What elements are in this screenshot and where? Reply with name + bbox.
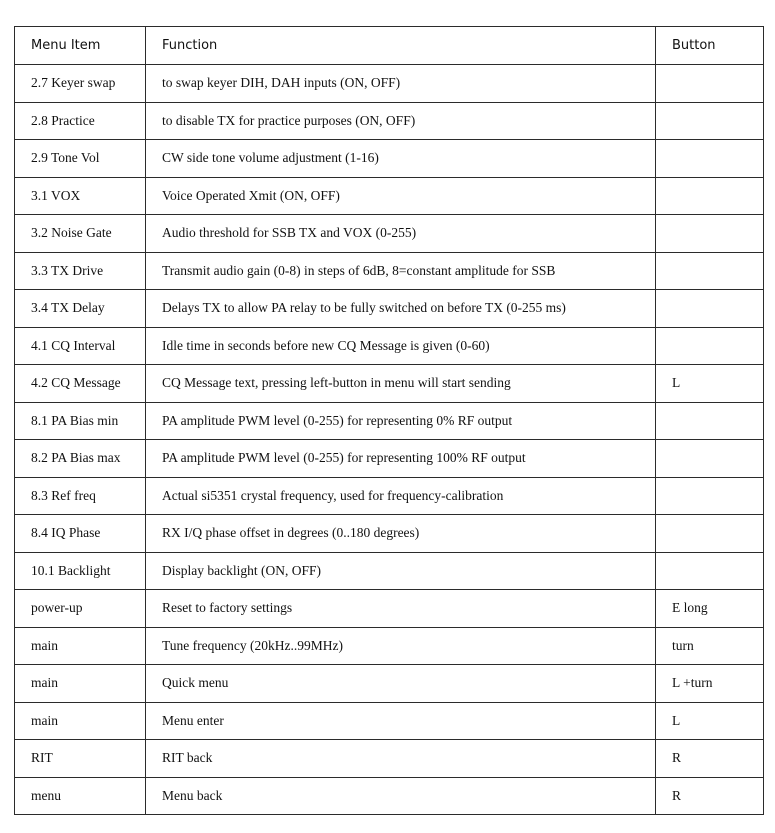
cell-button bbox=[656, 402, 764, 440]
cell-function: Transmit audio gain (0-8) in steps of 6dB, 8=constant amplitude for SSB bbox=[146, 252, 656, 290]
cell-function: Actual si5351 crystal frequency, used for frequency-calibration bbox=[146, 477, 656, 515]
cell-menu-item: 2.7 Keyer swap bbox=[15, 65, 146, 103]
header-button: Button bbox=[656, 27, 764, 65]
cell-function: to disable TX for practice purposes (ON, OFF) bbox=[146, 102, 656, 140]
cell-menu-item: 10.1 Backlight bbox=[15, 552, 146, 590]
table-row bbox=[15, 402, 764, 440]
cell-button bbox=[656, 140, 764, 178]
cell-button: L +turn bbox=[656, 665, 764, 703]
cell-menu-item: 4.2 CQ Message bbox=[15, 365, 146, 403]
cell-menu-item: main bbox=[15, 665, 146, 703]
cell-menu-item: 3.2 Noise Gate bbox=[15, 215, 146, 253]
cell-button: E long bbox=[656, 590, 764, 628]
cell-button bbox=[656, 65, 764, 103]
cell-function: Delays TX to allow PA relay to be fully switched on before TX (0-255 ms) bbox=[146, 290, 656, 328]
cell-menu-item: 4.1 CQ Interval bbox=[15, 327, 146, 365]
cell-function: PA amplitude PWM level (0-255) for representing 100% RF output bbox=[146, 440, 656, 478]
cell-menu-item: 8.2 PA Bias max bbox=[15, 440, 146, 478]
table-row bbox=[15, 627, 764, 665]
cell-menu-item: 8.4 IQ Phase bbox=[15, 515, 146, 553]
table-row bbox=[15, 590, 764, 628]
table-row bbox=[15, 515, 764, 553]
cell-button: turn bbox=[656, 627, 764, 665]
cell-button: L bbox=[656, 702, 764, 740]
cell-button bbox=[656, 477, 764, 515]
cell-button bbox=[656, 290, 764, 328]
cell-function: Display backlight (ON, OFF) bbox=[146, 552, 656, 590]
table-row bbox=[15, 290, 764, 328]
cell-button bbox=[656, 215, 764, 253]
table-row bbox=[15, 252, 764, 290]
table-row bbox=[15, 740, 764, 778]
cell-menu-item: 2.8 Practice bbox=[15, 102, 146, 140]
cell-menu-item: 2.9 Tone Vol bbox=[15, 140, 146, 178]
table-row bbox=[15, 140, 764, 178]
cell-button bbox=[656, 102, 764, 140]
cell-menu-item: power-up bbox=[15, 590, 146, 628]
cell-function: Audio threshold for SSB TX and VOX (0-255) bbox=[146, 215, 656, 253]
header-menu-item: Menu Item bbox=[15, 27, 146, 65]
cell-function: Reset to factory settings bbox=[146, 590, 656, 628]
table-header-row bbox=[15, 27, 764, 65]
cell-button: L bbox=[656, 365, 764, 403]
cell-function: PA amplitude PWM level (0-255) for representing 0% RF output bbox=[146, 402, 656, 440]
cell-function: CQ Message text, pressing left-button in menu will start sending bbox=[146, 365, 656, 403]
cell-button bbox=[656, 515, 764, 553]
table-row bbox=[15, 702, 764, 740]
cell-button bbox=[656, 440, 764, 478]
cell-function: RX I/Q phase offset in degrees (0..180 degrees) bbox=[146, 515, 656, 553]
cell-button bbox=[656, 177, 764, 215]
cell-function: Voice Operated Xmit (ON, OFF) bbox=[146, 177, 656, 215]
table-row bbox=[15, 102, 764, 140]
cell-function: RIT back bbox=[146, 740, 656, 778]
cell-button bbox=[656, 327, 764, 365]
cell-menu-item: 3.3 TX Drive bbox=[15, 252, 146, 290]
cell-function: Tune frequency (20kHz..99MHz) bbox=[146, 627, 656, 665]
table-row bbox=[15, 665, 764, 703]
table-row bbox=[15, 552, 764, 590]
cell-function: Quick menu bbox=[146, 665, 656, 703]
cell-menu-item: main bbox=[15, 627, 146, 665]
cell-function: to swap keyer DIH, DAH inputs (ON, OFF) bbox=[146, 65, 656, 103]
table-row bbox=[15, 65, 764, 103]
cell-menu-item: 8.1 PA Bias min bbox=[15, 402, 146, 440]
cell-function: CW side tone volume adjustment (1-16) bbox=[146, 140, 656, 178]
cell-button bbox=[656, 552, 764, 590]
cell-menu-item: RIT bbox=[15, 740, 146, 778]
cell-button bbox=[656, 252, 764, 290]
table-row bbox=[15, 477, 764, 515]
table-row bbox=[15, 365, 764, 403]
cell-function: Menu back bbox=[146, 777, 656, 815]
cell-menu-item: 8.3 Ref freq bbox=[15, 477, 146, 515]
table-row bbox=[15, 327, 764, 365]
cell-menu-item: 3.1 VOX bbox=[15, 177, 146, 215]
cell-function: Menu enter bbox=[146, 702, 656, 740]
table-row bbox=[15, 440, 764, 478]
cell-button: R bbox=[656, 777, 764, 815]
cell-function: Idle time in seconds before new CQ Message is given (0-60) bbox=[146, 327, 656, 365]
cell-button: R bbox=[656, 740, 764, 778]
table-row bbox=[15, 215, 764, 253]
cell-menu-item: main bbox=[15, 702, 146, 740]
menu-function-table bbox=[14, 26, 764, 815]
cell-menu-item: 3.4 TX Delay bbox=[15, 290, 146, 328]
table-row bbox=[15, 777, 764, 815]
table-row bbox=[15, 177, 764, 215]
header-function: Function bbox=[146, 27, 656, 65]
cell-menu-item: menu bbox=[15, 777, 146, 815]
